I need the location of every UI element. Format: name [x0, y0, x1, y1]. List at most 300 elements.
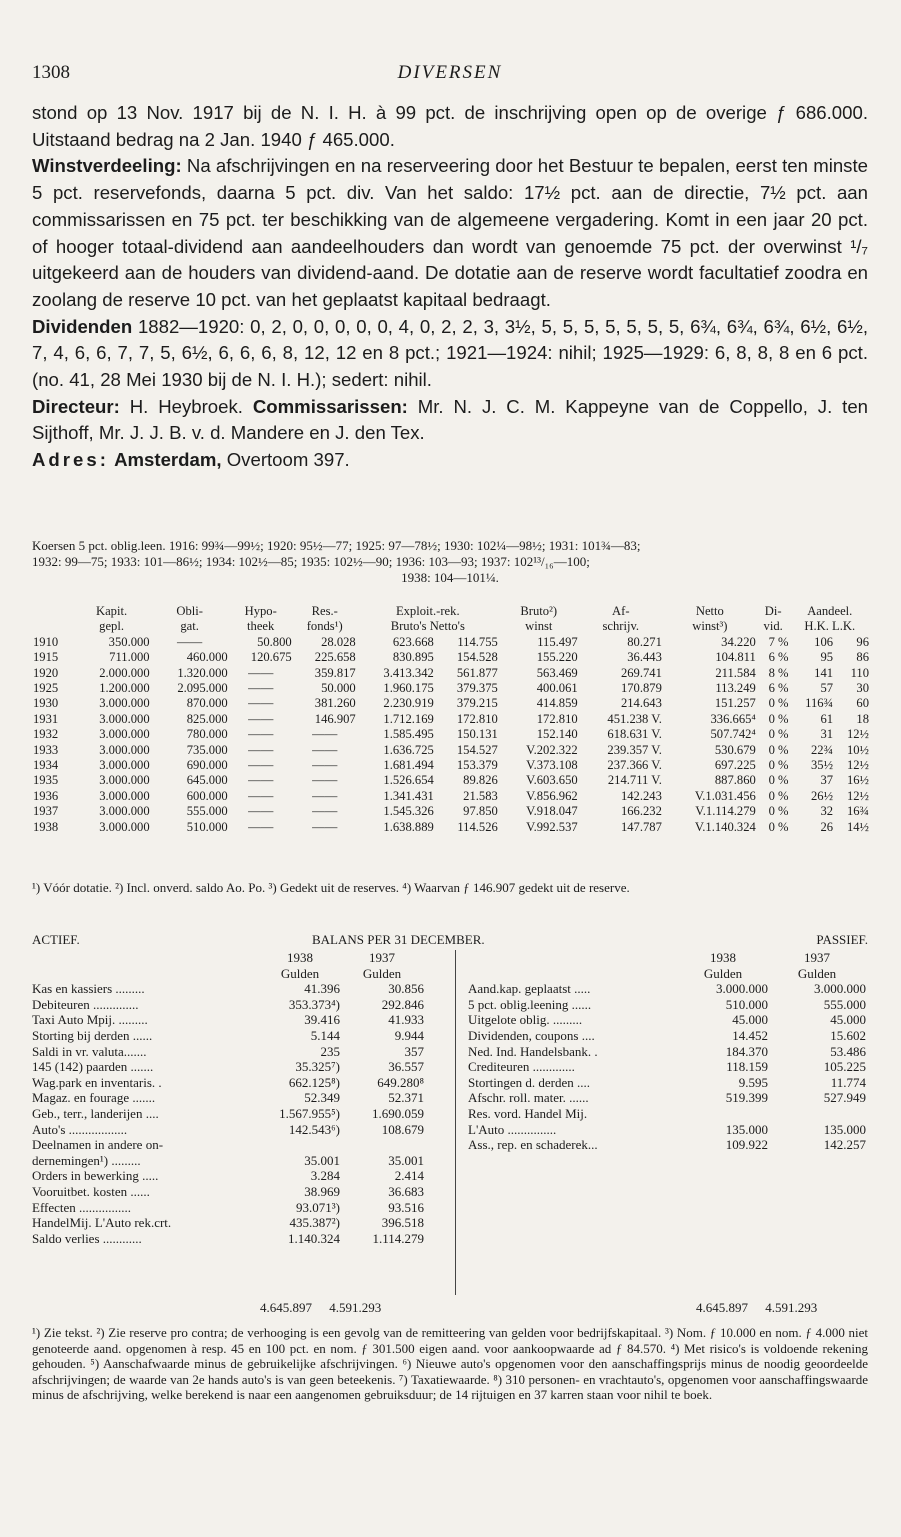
table-cell: 3.000.000 — [99, 727, 150, 742]
item-label: Saldo verlies ............ — [32, 1230, 142, 1246]
table-cell: 115.497 — [537, 634, 578, 649]
table-cell: —— — [312, 727, 338, 742]
item-value: 555.000 — [823, 996, 866, 1012]
table-cell: 34.220 — [721, 634, 756, 649]
table-cell: 154.528 — [456, 650, 498, 665]
item-label: Dividenden, coupons .... — [468, 1027, 595, 1043]
table-cell: V.1.031.456 — [694, 788, 756, 803]
item-value: 105.225 — [823, 1059, 866, 1075]
item-value: 41.933 — [388, 1012, 424, 1028]
total-1937: 4.591.293 — [765, 1300, 818, 1315]
item-value: 357 — [404, 1043, 424, 1059]
col-header: Netto — [695, 604, 724, 618]
table-cell: 381.260 — [314, 696, 356, 711]
list-item — [32, 1075, 424, 1091]
table-cell: 1915 — [33, 650, 59, 665]
item-label: HandelMij. L'Auto rek.crt. — [32, 1215, 172, 1231]
table-row — [32, 789, 870, 804]
list-item — [32, 1184, 424, 1200]
table-cell: 113.249 — [715, 681, 756, 696]
item-value: 649.280⁸ — [377, 1074, 424, 1090]
page-title: DIVERSEN — [397, 62, 503, 83]
item-value: 435.387²) — [289, 1215, 340, 1231]
table-cell: 1938 — [33, 819, 59, 834]
balans-title: BALANS PER 31 DECEMBER. — [312, 932, 485, 947]
koersen-line: 1938: 104—101¼. — [401, 570, 499, 585]
table-cell: 3.000.000 — [99, 758, 150, 773]
table-cell: 1.585.495 — [383, 727, 434, 742]
table-cell: 110 — [850, 665, 869, 680]
list-item — [468, 1075, 866, 1091]
table-cell: —— — [312, 804, 338, 819]
table-cell: 379.215 — [456, 696, 498, 711]
table-cell: 645.000 — [186, 773, 228, 788]
item-label: Crediteuren ............. — [468, 1059, 575, 1075]
list-item — [468, 1028, 866, 1044]
list-item — [468, 997, 866, 1013]
table-cell: 3.000.000 — [99, 742, 150, 757]
balans-divider — [455, 950, 456, 1295]
label-dividenden: Dividenden — [32, 315, 133, 337]
paragraph-intro: stond op 13 Nov. 1917 bij de N. I. H. à 99 pct. de inschrijving open op de overige ƒ 686.000. Uitstaand bedrag na 2 Jan. 1940 ƒ 465.000. — [32, 102, 868, 150]
table-cell: 451.238 V. — [607, 711, 662, 726]
item-value: 108.679 — [381, 1121, 424, 1137]
table-cell: 1936 — [33, 788, 59, 803]
actief-heading: ACTIEF. — [32, 932, 80, 947]
table-cell: 97.850 — [463, 804, 498, 819]
item-value: 510.000 — [725, 996, 768, 1012]
table-row — [32, 804, 870, 819]
table-cell: —— — [248, 742, 274, 757]
table-cell: 825.000 — [186, 711, 228, 726]
table-cell: 14½ — [846, 819, 869, 834]
table-cell: 1920 — [33, 665, 59, 680]
table-cell: V.918.047 — [526, 804, 578, 819]
col-header: Af- — [612, 604, 630, 618]
table-cell: 711.000 — [109, 650, 150, 665]
table-cell: 2.095.000 — [177, 681, 228, 696]
item-value — [340, 1137, 424, 1153]
list-item — [32, 1059, 424, 1075]
item-value: 1.690.059 — [372, 1105, 424, 1121]
table-cell: 239.357 V. — [607, 742, 662, 757]
passief-column: 1938 1937 Gulden Gulden Aand.kap. geplaatst ..... 3.000.000 3.000.000 5 pct. oblig.leening ...... 510.000 555.000 Uitgelote oblig. ......... 45.000 45.000 Dividenden, coupons .... 14.452 15.602 Ned. Ind. Handelsbank. . 184.370 53.486 Crediteuren ............. 118.159 105.225 Stortingen d. derden .... 9.595 11.774 Afschr. roll. mater. ...... 519.399 527.949 Res. vord. Handel Mij. L'Auto ............... 135.000 135.000 Ass., rep. en schaderek... 109.922 142.257 — [468, 950, 866, 1153]
table-cell: 3.000.000 — [99, 819, 150, 834]
page-number: 1308 — [32, 62, 70, 83]
table-cell: 1933 — [33, 742, 59, 757]
item-value: 52.371 — [388, 1090, 424, 1106]
table-cell: 1.636.725 — [383, 742, 434, 757]
table-cell: 0 % — [768, 819, 789, 834]
item-label: 5 pct. oblig.leening ...... — [468, 996, 592, 1012]
item-value: 93.071³) — [296, 1199, 340, 1215]
col-header: Exploit.-rek. — [395, 604, 460, 618]
table-row — [32, 758, 870, 773]
item-value: 39.416 — [304, 1012, 340, 1028]
table-cell: 116¾ — [805, 696, 834, 711]
total-1937: 4.591.293 — [329, 1300, 382, 1315]
item-value: 30.856 — [388, 981, 424, 997]
item-label: 145 (142) paarden ....... — [32, 1059, 154, 1075]
table-cell: 830.895 — [392, 650, 434, 665]
table-cell: 1934 — [33, 758, 59, 773]
table-cell: 120.675 — [250, 650, 292, 665]
table-cell: 12½ — [846, 758, 869, 773]
table-cell: 225.658 — [314, 650, 356, 665]
table-cell: 3.413.342 — [383, 665, 434, 680]
table-cell: 530.679 — [714, 742, 756, 757]
table-cell: 166.232 — [620, 804, 662, 819]
table-cell: 1.320.000 — [177, 665, 228, 680]
list-item — [468, 1059, 866, 1075]
item-value: 45.000 — [830, 1012, 866, 1028]
item-label: L'Auto ............... — [468, 1121, 557, 1137]
col-header: fonds¹) — [306, 619, 343, 634]
list-item — [32, 997, 424, 1013]
table-cell: 359.817 — [314, 665, 356, 680]
table-cell: 1.526.654 — [383, 773, 434, 788]
item-label: Uitgelote oblig. ......... — [468, 1012, 583, 1028]
item-label: Orders in bewerking ..... — [32, 1168, 159, 1184]
col-header: winst — [525, 619, 553, 634]
item-value — [768, 1106, 866, 1122]
table-cell: 870.000 — [186, 696, 228, 711]
table-cell: 86 — [856, 650, 869, 665]
table-cell: V.1.114.279 — [695, 804, 756, 819]
item-value: 142.543⁶) — [288, 1121, 340, 1137]
table-cell: —— — [248, 727, 274, 742]
list-item — [468, 1106, 866, 1122]
table-cell: 18 — [856, 711, 869, 726]
item-value: 527.949 — [823, 1090, 866, 1106]
item-label: Res. vord. Handel Mij. — [468, 1105, 588, 1121]
list-item — [32, 1044, 424, 1060]
item-value: 52.349 — [304, 1090, 340, 1106]
table-cell: 0 % — [768, 788, 789, 803]
table-cell: —— — [312, 742, 338, 757]
item-value: 135.000 — [725, 1121, 768, 1137]
item-value: 3.284 — [310, 1168, 340, 1184]
table-cell: 780.000 — [186, 727, 228, 742]
col-header: Kapit. — [96, 604, 128, 618]
list-item — [32, 1153, 424, 1169]
table-cell: 142.243 — [620, 788, 662, 803]
col-header: theek — [247, 619, 275, 634]
table-cell: 1910 — [33, 634, 59, 649]
footnotes-balans: ¹) Zie tekst. ²) Zie reserve pro contra; de verhooging is een gevolg van de remitteering van gelden voor bedrijfskapitaal. ³) Nom. ƒ 10.000 en nom. ƒ 4.000 niet genoteerde aand. opgenomen à resp. 45 en 100 pct. en nom. ƒ 301.500 eigen aand. voor aankoopwaarde ad ƒ 84.570. ⁴) Met risico's is voldoende rekening gehouden. ⁵) Aanschafwaarde minus de gebruikelijke afschrijvingen. ⁶) Nieuwe auto's opgenomen voor den aanschaffingsprijs minus de noodig geoordeelde afschrijvingen; de waarde van 2e hands auto's is van geen beteekenis. ⁷) Taxatiewaarde. ⁸) 310 personen- en vrachtauto's, opgenomen voor aanschaffingswaarde minus de afschrijving, welke berekend is naar een aangenomen gebruiksduur; de 14 rijtuigen en 37 karren staan voor nihil te boek. — [32, 1325, 868, 1402]
item-value: 5.144 — [310, 1027, 340, 1043]
table-cell: —— — [248, 758, 274, 773]
item-value: 292.846 — [381, 996, 424, 1012]
item-value: 235 — [320, 1043, 340, 1059]
item-value: 35.001 — [304, 1152, 340, 1168]
table-cell: 561.877 — [456, 665, 498, 680]
item-value: 662.125⁸) — [288, 1074, 340, 1090]
item-label: Saldi in vr. valuta....... — [32, 1043, 147, 1059]
table-cell: 89.826 — [463, 773, 498, 788]
item-value — [678, 1106, 768, 1122]
item-value: 41.396 — [304, 981, 340, 997]
table-cell: 32 — [820, 804, 834, 819]
item-value: 519.399 — [725, 1090, 768, 1106]
table-cell: 1932 — [33, 727, 59, 742]
table-cell: 106 — [814, 634, 834, 649]
item-label: Auto's .................. — [32, 1121, 128, 1137]
table-cell: —— — [248, 773, 274, 788]
table-cell: 21.583 — [463, 788, 498, 803]
table-cell: 26½ — [811, 788, 834, 803]
table-cell: 1.545.326 — [383, 804, 434, 819]
item-value: 118.159 — [726, 1059, 768, 1075]
col-header: Res.- — [311, 604, 338, 618]
table-cell: 1.960.175 — [383, 681, 434, 696]
item-value: 3.000.000 — [716, 981, 768, 997]
table-cell: 336.665⁴ — [710, 711, 756, 726]
table-cell: 1.681.494 — [383, 758, 434, 773]
list-item — [468, 1090, 866, 1106]
table-cell: 1.638.889 — [383, 819, 434, 834]
table-cell: —— — [312, 788, 338, 803]
item-value: 9.595 — [738, 1074, 768, 1090]
item-value — [260, 1137, 340, 1153]
table-cell: 28.028 — [321, 634, 356, 649]
table-cell: 141 — [814, 665, 834, 680]
table-cell: 507.742⁴ — [710, 727, 756, 742]
item-value: 45.000 — [732, 1012, 768, 1028]
table-row — [32, 773, 870, 788]
table-row — [32, 727, 870, 742]
table-cell: 1.712.169 — [383, 711, 434, 726]
table-cell: 50.800 — [257, 634, 292, 649]
col-header: Bruto's Netto's — [390, 619, 465, 634]
table-cell: V.373.108 — [526, 758, 578, 773]
table-cell: 0 % — [768, 711, 789, 726]
exploitatie-table — [32, 604, 870, 835]
item-value: 9.944 — [394, 1027, 424, 1043]
paragraph-directie: Directeur: H. Heybroek. Commissarissen: Mr. N. J. C. M. Kappeyne van de Coppello, J. ten Sijthoff, Mr. J. J. B. v. d. Mandere en J. den Tex. — [32, 395, 869, 444]
table-cell: 460.000 — [186, 650, 228, 665]
table-cell: —— — [248, 819, 274, 834]
table-cell: —— — [248, 711, 274, 726]
item-label: Ned. Ind. Handelsbank. . — [468, 1043, 598, 1059]
table-cell: 10½ — [846, 742, 869, 757]
table-cell: 697.225 — [714, 758, 756, 773]
list-item — [32, 1090, 424, 1106]
table-cell: 151.257 — [714, 696, 756, 711]
table-cell: 150.131 — [456, 727, 498, 742]
table-cell: 6 % — [768, 681, 789, 696]
label-winstverdeeling: Winstverdeeling: — [32, 155, 182, 177]
table-cell: —— — [248, 696, 274, 711]
table-cell: 1931 — [33, 711, 59, 726]
table-cell: 147.787 — [620, 819, 662, 834]
table-cell: 1.200.000 — [99, 681, 150, 696]
table-cell: 0 % — [768, 773, 789, 788]
body-text — [32, 100, 868, 474]
table-cell: —— — [248, 665, 274, 680]
actief-totals — [260, 1300, 381, 1316]
item-value: 2.414 — [394, 1168, 424, 1184]
item-label: Ass., rep. en schaderek... — [468, 1137, 598, 1153]
table-cell: 0 % — [768, 727, 789, 742]
table-cell: 30 — [856, 681, 869, 696]
col-header: schrijv. — [602, 619, 640, 634]
table-cell: 0 % — [768, 742, 789, 757]
table-row — [32, 820, 870, 835]
item-value: 135.000 — [823, 1121, 866, 1137]
item-value: 396.518 — [381, 1215, 424, 1231]
table-cell: V.992.537 — [526, 819, 578, 834]
total-1938: 4.645.897 — [260, 1300, 312, 1315]
table-cell: 6 % — [768, 650, 789, 665]
table-cell: —— — [312, 773, 338, 788]
table-cell: 152.140 — [536, 727, 578, 742]
table-cell: 7 % — [768, 634, 789, 649]
col-header: vid. — [763, 619, 783, 634]
list-item — [468, 1137, 866, 1153]
list-item — [32, 981, 424, 997]
table-cell: V.856.962 — [526, 788, 578, 803]
item-label: Effecten ................ — [32, 1199, 132, 1215]
item-value: 14.452 — [732, 1027, 768, 1043]
table-cell: 146.907 — [314, 711, 356, 726]
table-cell: 623.668 — [392, 634, 434, 649]
table-row — [32, 743, 870, 758]
item-label: Debiteuren .............. — [32, 996, 139, 1012]
table-cell: 8 % — [768, 665, 789, 680]
table-cell: 37 — [820, 773, 834, 788]
item-value: 36.557 — [388, 1059, 424, 1075]
item-value: 15.602 — [830, 1027, 866, 1043]
item-label: Deelnamen in andere on- — [32, 1137, 164, 1153]
table-row — [32, 635, 870, 650]
item-label: Aand.kap. geplaatst ..... — [468, 981, 591, 997]
list-item — [32, 1231, 424, 1247]
table-cell: 237.366 V. — [607, 758, 662, 773]
item-label: Afschr. roll. mater. ...... — [468, 1090, 589, 1106]
item-label: Kas en kassiers ......... — [32, 981, 145, 997]
table-row — [32, 696, 870, 711]
item-value: 109.922 — [725, 1137, 768, 1153]
table-cell: 172.810 — [536, 711, 578, 726]
item-label: Taxi Auto Mpij. ......... — [32, 1012, 148, 1028]
item-value: 353.373⁴) — [288, 996, 340, 1012]
item-value: 1.114.279 — [372, 1230, 424, 1246]
table-cell: 379.375 — [456, 681, 498, 696]
table-cell: V.202.322 — [526, 742, 578, 757]
list-item — [32, 1215, 424, 1231]
table-cell: 154.527 — [456, 742, 498, 757]
table-cell: 1925 — [33, 681, 59, 696]
table-cell: 2.230.919 — [383, 696, 434, 711]
col-header: Aandeel. — [807, 604, 853, 618]
col-header: Bruto²) — [520, 604, 558, 618]
table-cell: 3.000.000 — [99, 773, 150, 788]
passief-totals — [696, 1300, 817, 1316]
table-cell: 3.000.000 — [99, 711, 150, 726]
table-row — [32, 666, 870, 681]
table-cell: 172.810 — [456, 711, 498, 726]
paragraph-adres: Adres: Amsterdam, Overtoom 397. — [32, 449, 350, 471]
item-label: Vooruitbet. kosten ...... — [32, 1183, 150, 1199]
table-cell: 600.000 — [186, 788, 228, 803]
page-header — [32, 62, 868, 86]
table-cell: 735.000 — [186, 742, 228, 757]
item-value: 3.000.000 — [814, 981, 866, 997]
table-cell: 887.860 — [714, 773, 756, 788]
item-value: 36.683 — [388, 1183, 424, 1199]
table-cell: 3.000.000 — [99, 804, 150, 819]
table-cell: 50.000 — [321, 681, 356, 696]
table-cell: 80.271 — [627, 634, 662, 649]
table-cell: 22¾ — [811, 742, 834, 757]
item-label: Wag.park en inventaris. . — [32, 1074, 162, 1090]
table-cell: 26 — [820, 819, 834, 834]
table-cell: 35½ — [811, 758, 834, 773]
item-value: 35.325⁷) — [295, 1059, 340, 1075]
table-cell: 153.379 — [456, 758, 498, 773]
list-item — [32, 1012, 424, 1028]
table-cell: 563.469 — [536, 665, 578, 680]
table-cell: 114.755 — [457, 634, 498, 649]
item-value: 11.774 — [830, 1074, 866, 1090]
table-row — [32, 712, 870, 727]
table-cell: 0 % — [768, 696, 789, 711]
list-item — [468, 1122, 866, 1138]
col-header: gepl. — [99, 619, 124, 634]
koersen-line: 1932: 99—75; 1933: 101—86½; 1934: 102½—85; 1935: 102½—90; 1936: 103—93; 1937: 102¹³/₁₆—100; — [32, 554, 590, 569]
table-cell: 2.000.000 — [99, 665, 150, 680]
table-cell: 3.000.000 — [99, 696, 150, 711]
col-header: gat. — [180, 619, 199, 634]
koersen-block — [32, 538, 868, 586]
table-cell: 104.811 — [715, 650, 756, 665]
col-header: Obli- — [176, 604, 203, 618]
table-cell: 1.341.431 — [383, 788, 434, 803]
item-value: 93.516 — [388, 1199, 424, 1215]
list-item — [468, 981, 866, 997]
item-label: Magaz. en fourage ....... — [32, 1090, 156, 1106]
table-cell: 114.526 — [457, 819, 498, 834]
col-header: Di- — [764, 604, 782, 618]
table-cell: 36.443 — [627, 650, 662, 665]
item-value: 38.969 — [304, 1183, 340, 1199]
label-directeur: Directeur: — [32, 395, 120, 417]
item-label: Storting bij derden ...... — [32, 1027, 153, 1043]
table-cell: 60 — [856, 696, 869, 711]
table-row — [32, 650, 870, 665]
table-cell: 214.643 — [620, 696, 662, 711]
table-cell: 690.000 — [186, 758, 228, 773]
label-commissarissen: Commissarissen: — [252, 395, 408, 417]
table-cell: 618.631 V. — [607, 727, 662, 742]
list-item — [32, 1122, 424, 1138]
balans-header — [32, 932, 868, 950]
table-cell: 400.061 — [536, 681, 578, 696]
paragraph-winstverdeeling: Winstverdeeling: Na afschrijvingen en na reserveering door het Bestuur te bepalen, eerst ten minste 5 pct. reservefonds, daarna 5 pct. div. Van het saldo: 17½ pct. aan de directie, 7½ pct. aan commissarissen en 75 pct. ter beschikking van de algemeene vergadering. Komt in een jaar 20 pct. of hooger totaal-dividend aan aandeelhouders dan wordt van genoemde 75 pct. der overwinst ¹/₇ uitgekeerd aan de houders van dividend-aand. De dotatie aan de reserve wordt facultatief zoodra en zoolang de reserve 10 pct. van het geplaatst kapitaal bedraagt. — [32, 155, 868, 310]
list-item — [32, 1028, 424, 1044]
list-item — [32, 1200, 424, 1216]
item-value: 184.370 — [725, 1043, 768, 1059]
table-cell: V.1.140.324 — [694, 819, 756, 834]
table-cell: 510.000 — [186, 819, 228, 834]
table-cell: 211.584 — [715, 665, 756, 680]
table-cell: 350.000 — [108, 634, 150, 649]
table-cell: 214.711 V. — [607, 773, 662, 788]
item-value: 1.140.324 — [288, 1230, 340, 1246]
col-header: Hypo- — [244, 604, 277, 618]
table-cell: 12½ — [846, 727, 869, 742]
